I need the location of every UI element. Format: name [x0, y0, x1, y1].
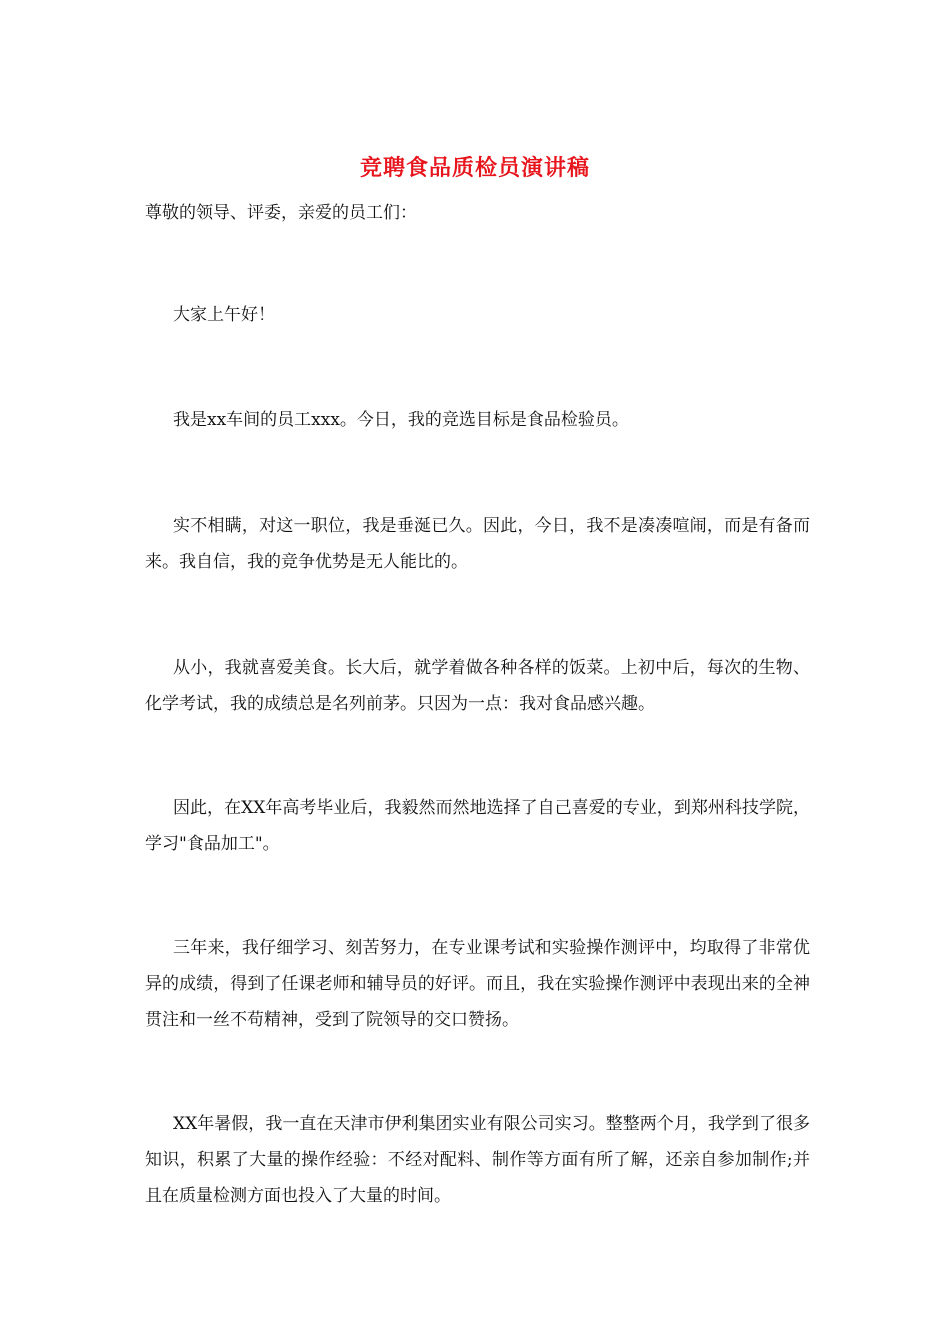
paragraph-greeting: 大家上午好！ — [173, 305, 275, 325]
paragraph-introduction: 我是xx车间的员工xxx。今日，我的竞选目标是食品检验员。 — [173, 410, 629, 430]
paragraph-achievements: 三年来，我仔细学习、刻苦努力，在专业课考试和实验操作测评中，均取得了非常优异的成绩，得到了任课老师和辅导员的好评。而且，我在实验操作测评中表现出来的全神贯注和一丝不苟精神，受到了院领导的交口赞扬。 — [145, 938, 810, 1030]
salutation: 尊敬的领导、评委，亲爱的员工们： — [145, 203, 417, 223]
paragraph-motivation: 实不相瞒，对这一职位，我是垂涎已久。因此，今日，我不是凑凑喧闹，而是有备而来。我自信，我的竞争优势是无人能比的。 — [145, 516, 810, 572]
paragraph-interest: 从小，我就喜爱美食。长大后，就学着做各种各样的饭菜。上初中后，每次的生物、化学考试，我的成绩总是名列前茅。只因为一点：我对食品感兴趣。 — [145, 658, 810, 714]
document-title: 竞聘食品质检员演讲稿 — [359, 155, 590, 181]
paragraph-education: 因此，在XX年高考毕业后，我毅然而然地选择了自己喜爱的专业，到郑州科技学院，学习"食品加工"。 — [145, 798, 810, 854]
paragraph-internship: XX年暑假，我一直在天津市伊利集团实业有限公司实习。整整两个月，我学到了很多知识，积累了大量的操作经验：不经对配料、制作等方面有所了解，还亲自参加制作;并且在质量检测方面也投入了大量的时间。 — [145, 1114, 810, 1206]
